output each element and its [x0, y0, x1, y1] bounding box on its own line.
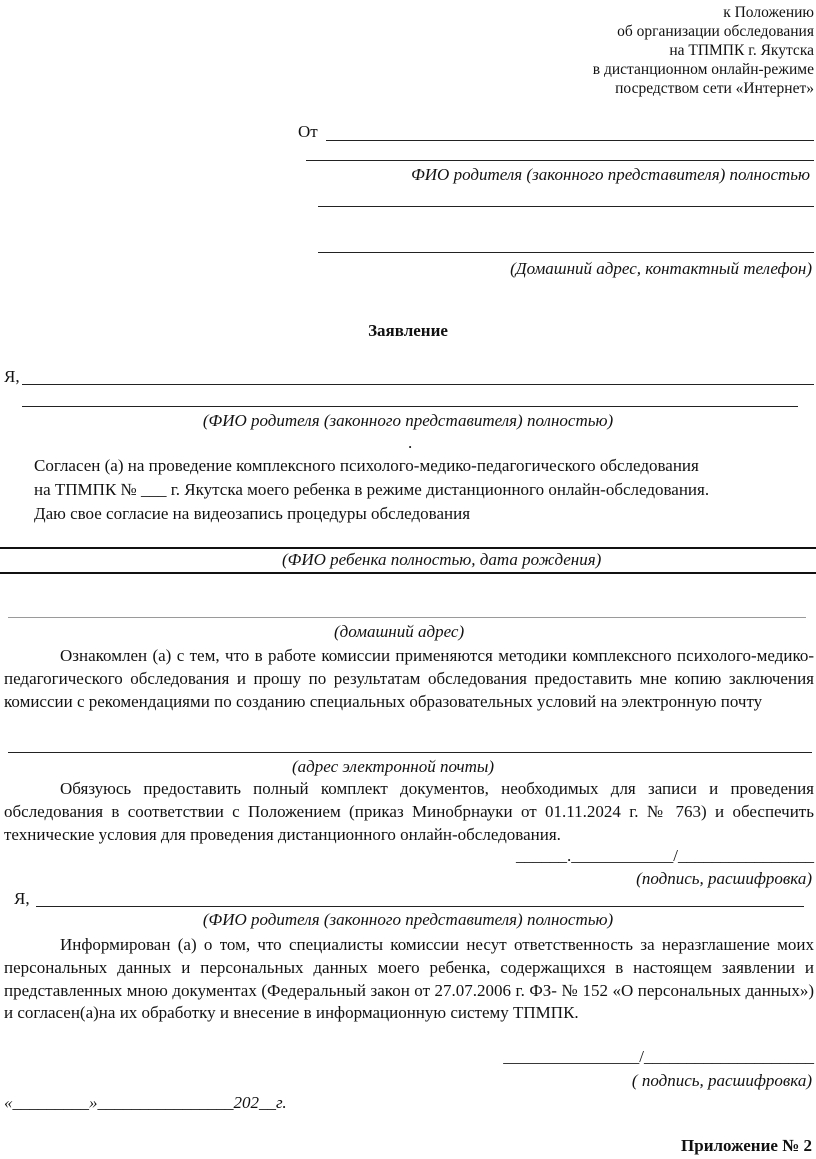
child-fio-caption: (ФИО ребенка полностью, дата рождения)	[282, 550, 602, 569]
child-fio-line[interactable]	[0, 547, 816, 549]
parent-fio-line-3[interactable]	[36, 906, 804, 907]
parent-fio-line[interactable]	[22, 384, 814, 385]
consent-line-3: Даю свое согласие на видеозапись процедуры обследования	[34, 504, 471, 523]
address-line-1[interactable]	[318, 206, 814, 207]
parent-fio-caption: (ФИО родителя (законного представителя) полностью)	[202, 411, 614, 430]
page-title: Заявление	[368, 321, 448, 340]
signature-line-1[interactable]: ______.____________/________________	[516, 846, 814, 865]
address-caption: (Домашний адрес, контактный телефон)	[510, 259, 812, 278]
consent-line-2: на ТПМПК № ___ г. Якутска моего ребенка в режиме дистанционного онлайн-обследования.	[34, 480, 710, 499]
header-line-2: об организации обследования	[617, 23, 814, 40]
home-address-caption: (домашний адрес)	[334, 622, 465, 641]
parent-name-caption: ФИО родителя (законного представителя) полностью	[411, 165, 810, 184]
parent-fio-caption-2: (ФИО родителя (законного представителя) полностью)	[202, 910, 614, 929]
signature-caption-1: (подпись, расшифровка)	[636, 869, 812, 888]
consent-line-1: Согласен (а) на проведение комплексного психолого-медико-педагогического обследования	[34, 456, 699, 475]
date-line[interactable]: «_________»________________202__г.	[4, 1093, 287, 1112]
header-line-4: в дистанционном онлайн-режиме	[592, 61, 814, 78]
obligation-paragraph: Обязуюсь предоставить полный комплект документов, необходимых для записи и проведения обследования в соответствии с Положением (приказ Минобрнауки от 01.11.2024 г. № 763) и обеспечить технические условия для проведения дистанционного онлайн-обследования.	[4, 779, 814, 844]
ya-label-2: Я,	[14, 889, 30, 908]
privacy-paragraph: Информирован (а) о том, что специалисты комиссии несут ответственность за неразглашение моих персональных данных и персональных данных моего ребенка, содержащихся в настоящем заявлении и представленных мною документах (Федеральный закон от 27.07.2006 г. ФЗ- № 152 «О персональных данных») и согласен(а)на их обработку и внесение в информационную систему ТПМПК.	[4, 935, 814, 1023]
signature-line-2[interactable]: ________________/____________________	[503, 1047, 814, 1066]
parent-fio-line-2[interactable]	[22, 406, 798, 407]
from-name-line-2[interactable]	[306, 160, 814, 161]
acknowledge-paragraph: Ознакомлен (а) с тем, что в работе комиссии применяются методики комплексного психолого-медико-педагогического обследования и прошу по результатам обследования предоставить мне копию заключения комиссии с рекомендациями по созданию специальных образовательных условий на электронную почту	[4, 646, 814, 711]
from-label: От	[298, 122, 318, 141]
header-line-5: посредством сети «Интернет»	[615, 80, 814, 97]
email-line[interactable]	[8, 752, 812, 753]
appendix-label: Приложение № 2	[681, 1136, 812, 1155]
ya-label-1: Я,	[4, 367, 20, 386]
signature-caption-2: ( подпись, расшифровка)	[631, 1071, 812, 1090]
email-caption: (адрес электронной почты)	[292, 757, 495, 776]
dot-mark: .	[408, 433, 413, 452]
address-line-2[interactable]	[318, 252, 814, 253]
header-line-3: на ТПМПК г. Якутска	[669, 42, 814, 59]
child-separator	[0, 572, 816, 574]
from-name-line[interactable]	[326, 140, 814, 141]
header-line-1: к Положению	[723, 4, 814, 21]
home-address-line[interactable]	[8, 617, 806, 618]
